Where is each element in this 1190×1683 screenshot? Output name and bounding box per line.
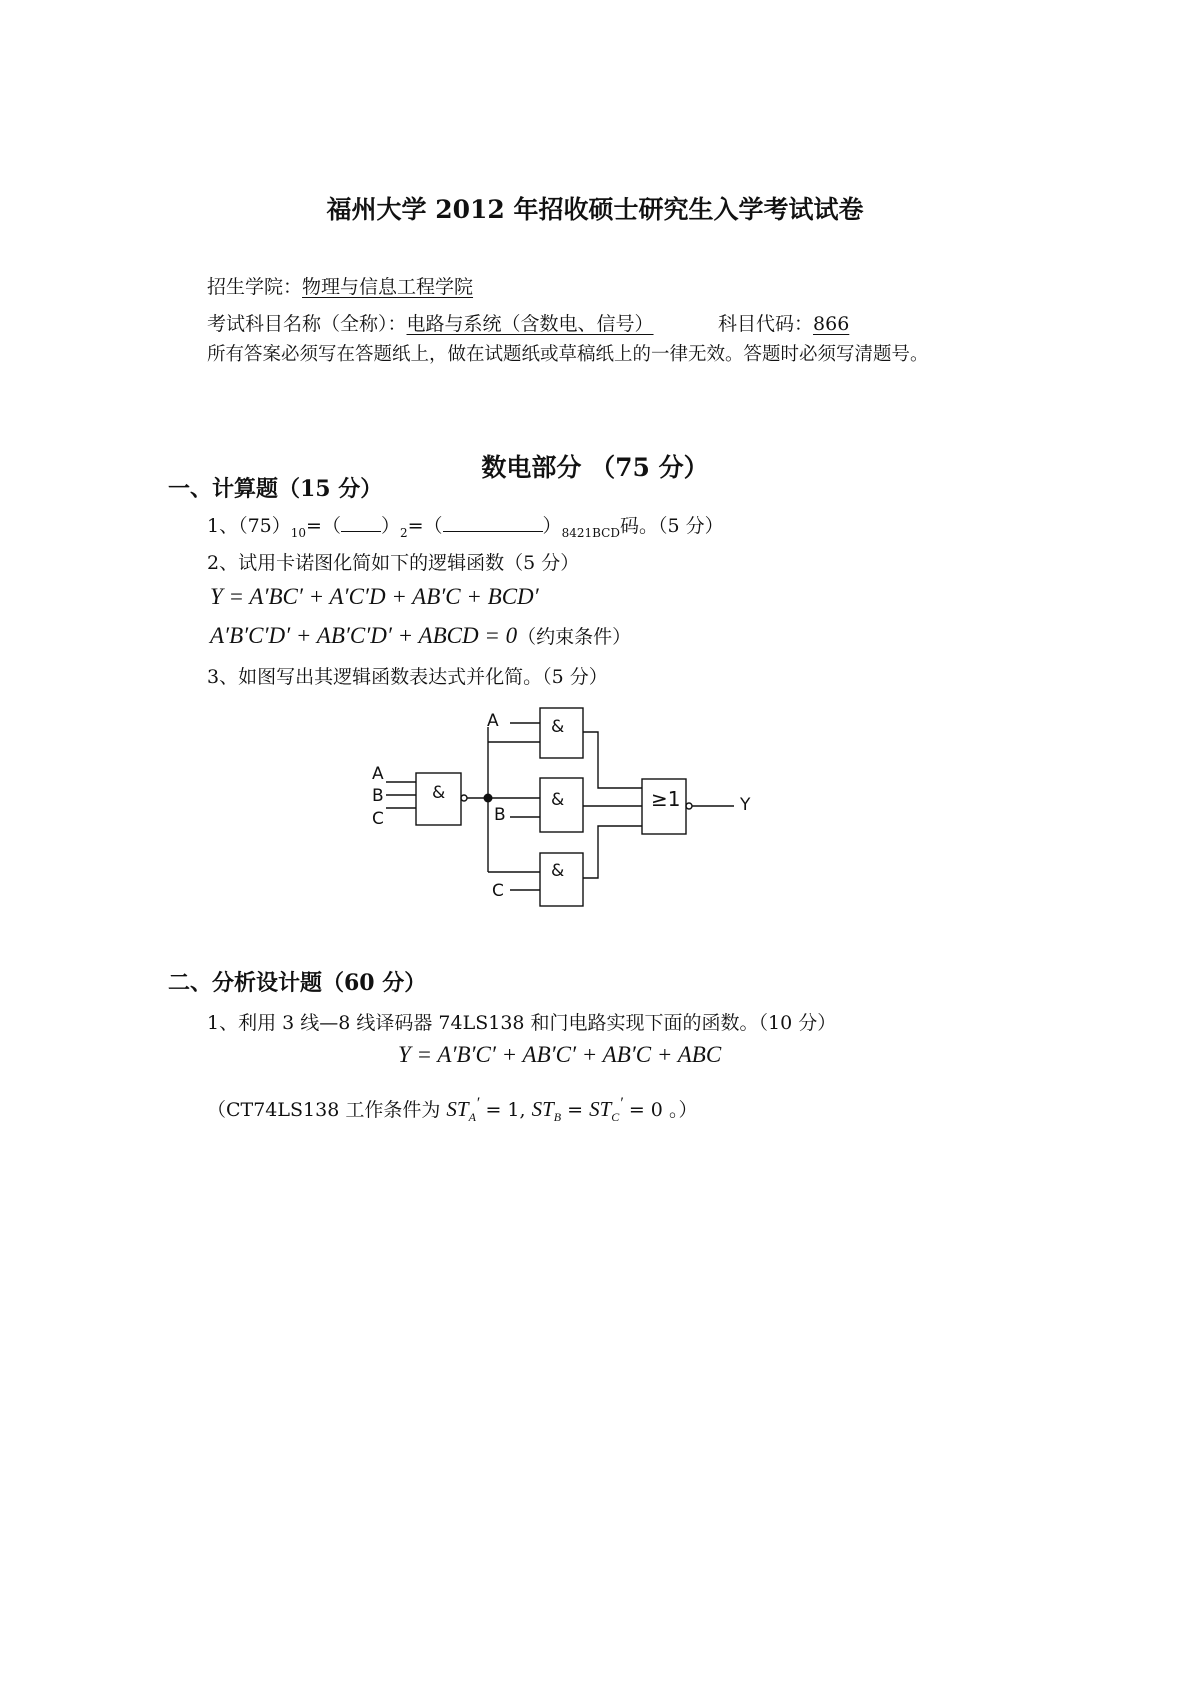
cond-prime-c: ′ <box>619 1095 623 1112</box>
cond-sub-b: B <box>553 1110 562 1125</box>
part2-heading: 二、分析设计题（60 分） <box>168 970 427 996</box>
college-line <box>207 272 473 299</box>
code-value: 866 <box>813 313 850 335</box>
bottom-input-label: C <box>492 881 504 901</box>
notice-text: 所有答案必须写在答题纸上，做在试题纸或草稿纸上的一律无效。答题时必须写清题号。 <box>207 344 929 365</box>
formula-constraint: A′B′C′D′ + AB′C′D′ + ABCD = 0 <box>210 623 518 648</box>
college-value: 物理与信息工程学院 <box>302 276 474 298</box>
question-2-1: 1、利用 3 线—8 线译码器 74LS138 和门电路实现下面的函数。（10 分） <box>207 1012 837 1034</box>
logic-circuit-gates <box>360 700 780 915</box>
part1-heading: 一、计算题（15 分） <box>168 476 383 502</box>
page-title: 福州大学 2012 年招收硕士研究生入学考试试卷 <box>326 195 864 224</box>
output-label-y: Y <box>740 795 751 815</box>
answer-blank-binary <box>341 513 381 532</box>
input-label-c: C <box>372 809 384 829</box>
cond-mid: = 1, <box>479 1099 532 1121</box>
q1-sub10: 10 <box>290 525 307 540</box>
and-top-symbol: & <box>551 717 565 737</box>
q1-eq2: =（ <box>407 515 443 537</box>
question-1-1 <box>207 511 724 540</box>
subject-line <box>207 309 654 336</box>
cond-prefix: （CT74LS138 工作条件为 <box>207 1099 447 1121</box>
section-title: 数电部分 （75 分） <box>481 453 709 482</box>
cond-end: = 0 。） <box>622 1099 698 1121</box>
nand-bubble <box>461 795 467 801</box>
question-1-3: 3、如图写出其逻辑函数表达式并化简。（5 分） <box>207 666 608 688</box>
college-label: 招生学院： <box>207 276 303 298</box>
q1-sub2: 2 <box>399 525 408 540</box>
formula-y-2: Y = A′B′C′ + AB′C′ + AB′C + ABC <box>398 1042 722 1067</box>
junction-dot <box>484 794 493 803</box>
question-1-2: 2、试用卡诺图化简如下的逻辑函数（5 分） <box>207 552 580 574</box>
code-label: 科目代码： <box>718 313 814 335</box>
cond-sub-c: C <box>611 1110 620 1125</box>
cond-st-a <box>446 1095 480 1125</box>
input-label-a: A <box>372 764 384 784</box>
cond-eq: = <box>561 1099 590 1121</box>
cond-st-2: ST <box>531 1097 554 1121</box>
cond-st-3: ST <box>589 1097 612 1121</box>
cond-st-c <box>589 1095 623 1125</box>
or-symbol: ≥1 <box>651 787 681 811</box>
and-bottom-symbol: & <box>551 861 565 881</box>
and-mid-symbol: & <box>551 790 565 810</box>
cond-st-1: ST <box>446 1097 469 1121</box>
constraint-line <box>210 622 631 649</box>
code-line <box>718 309 849 336</box>
q1-eq1: =（ <box>306 515 341 537</box>
q1-sub-bcd: 8421BCD <box>561 525 620 540</box>
top-input-label: A <box>487 711 499 731</box>
q1-suffix: 码。（5 分） <box>619 515 724 537</box>
q1-prefix: 1、（75） <box>207 515 291 537</box>
nor-bubble <box>686 803 692 809</box>
nand-symbol: & <box>432 783 446 803</box>
cond-sub-a: A <box>468 1110 476 1125</box>
input-label-b: B <box>372 786 384 806</box>
condition-line <box>207 1095 697 1125</box>
mid-input-label: B <box>494 805 506 825</box>
q1-close2: ） <box>542 515 562 537</box>
subject-value: 电路与系统（含数电、信号） <box>406 313 654 335</box>
subject-label: 考试科目名称（全称）： <box>207 313 407 335</box>
q1-close1: ） <box>380 515 400 537</box>
constraint-label: （约束条件） <box>517 626 632 648</box>
cond-prime-a: ′ <box>475 1095 480 1112</box>
cond-st-b <box>531 1097 562 1125</box>
formula-y-1: Y = A′BC′ + A′C′D + AB′C + BCD′ <box>210 584 539 609</box>
answer-blank-bcd <box>443 513 543 532</box>
